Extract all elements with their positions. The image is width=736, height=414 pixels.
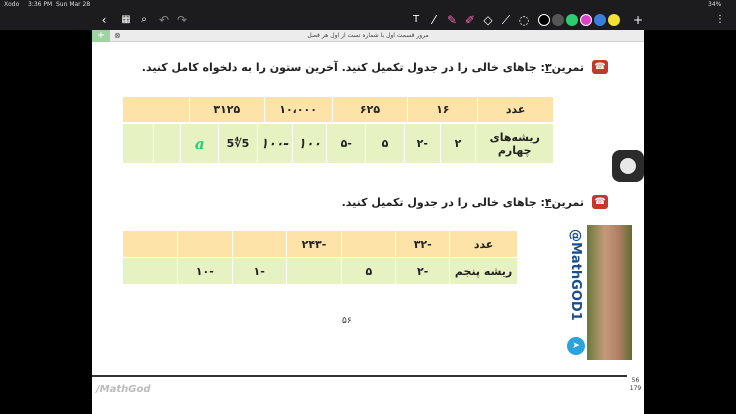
undo-icon[interactable]: ↶ xyxy=(158,13,170,27)
right-margin xyxy=(644,42,736,414)
plus-icon[interactable]: + xyxy=(632,13,644,27)
ruler-icon[interactable]: ⟋ xyxy=(501,13,511,27)
page-indicator[interactable] xyxy=(627,375,644,397)
current-page: 56 xyxy=(631,377,640,384)
webcam-overlay xyxy=(565,225,632,360)
phone-icon: ☎ xyxy=(592,195,608,209)
table-cell: ۱۰،۰۰۰ xyxy=(264,97,332,123)
battery-level: 34% xyxy=(708,1,722,8)
table-cell: ۳۱۲۵ xyxy=(189,97,264,123)
color-yellow-swatch[interactable] xyxy=(608,14,620,26)
table-cell xyxy=(286,258,342,285)
exercise3-title xyxy=(142,61,584,74)
search-icon[interactable]: ⌕ xyxy=(141,14,147,25)
table-cell xyxy=(342,231,396,258)
table-cell: -۱ xyxy=(232,258,286,285)
handwritten-cell: a xyxy=(181,124,219,164)
status-time: 3:36 PM xyxy=(28,1,53,8)
table-cell xyxy=(123,124,154,164)
table-cell xyxy=(123,231,178,258)
table-cell: ریشه پنجم xyxy=(450,258,518,285)
color-blue-swatch[interactable] xyxy=(594,14,606,26)
exercise4-table xyxy=(122,230,518,285)
exercise4-title xyxy=(342,196,584,209)
table-cell: ۲ xyxy=(440,124,476,164)
handwritten-cell: 5∜5 xyxy=(219,124,258,164)
pen-icon[interactable]: ✐ xyxy=(464,13,476,27)
table-cell xyxy=(177,231,232,258)
assistive-touch-button[interactable] xyxy=(612,150,644,182)
color-green-swatch[interactable] xyxy=(566,14,578,26)
total-pages: 179 xyxy=(629,385,642,392)
page-number: ۵۶ xyxy=(342,316,352,326)
table-cell xyxy=(232,231,286,258)
close-tab-icon[interactable]: ⊗ xyxy=(114,31,121,40)
exercise4-instruction: : جاهای خالی را در جدول تکمیل کنید. xyxy=(341,196,545,209)
redo-icon[interactable]: ↷ xyxy=(176,13,188,27)
exercise4-number: ۴ xyxy=(544,196,552,209)
exercise3-table xyxy=(122,96,554,123)
table-cell: ۵ xyxy=(342,258,396,285)
status-bar xyxy=(0,0,736,10)
table-cell xyxy=(123,97,190,123)
exercise4-prefix: تمرین xyxy=(551,196,584,209)
table-cell: -۳۲ xyxy=(396,231,450,258)
more-icon[interactable]: ⋮ xyxy=(715,14,725,25)
top-bar xyxy=(0,0,736,30)
phone-icon: ☎ xyxy=(592,60,608,74)
add-tab-button[interactable]: + xyxy=(92,30,110,42)
table-cell: -۲ xyxy=(396,258,450,285)
back-app-label[interactable]: Xodo xyxy=(4,1,20,8)
toolbar xyxy=(0,10,736,30)
assistive-touch-icon xyxy=(620,158,636,174)
presenter-video xyxy=(587,225,632,360)
color-gray-swatch[interactable] xyxy=(552,14,564,26)
eraser-icon[interactable]: ◇ xyxy=(483,13,493,27)
color-black-swatch[interactable] xyxy=(538,14,550,26)
exercise3-number: ۳ xyxy=(544,61,552,74)
exercise3-instruction: : جاهای خالی را در جدول تکمیل کنید. آخرین ستون را به دلخواه کامل کنید. xyxy=(141,61,545,74)
table-cell: عدد xyxy=(450,231,518,258)
table-cell: عدد xyxy=(478,97,554,123)
line-icon[interactable]: ⁄ xyxy=(432,13,435,27)
exercise3-prefix: تمرین xyxy=(551,61,584,74)
table-cell: -۱۰ xyxy=(177,258,232,285)
lasso-icon[interactable]: ◌ xyxy=(518,13,530,27)
table-cell xyxy=(123,258,178,285)
handwritten-cell: ۱۰۰ xyxy=(292,124,327,164)
tab-title[interactable]: مرور قسمت اول با شماره تست از اول هر فصل xyxy=(307,32,429,39)
table-cell: ۶۲۵ xyxy=(332,97,408,123)
table-cell: ۱۶ xyxy=(408,97,478,123)
channel-handle-text: @MathGOD1 xyxy=(568,229,583,321)
page-separator xyxy=(92,375,644,377)
table-cell: ریشه‌های چهارم xyxy=(476,124,554,164)
table-cell: -۲ xyxy=(404,124,440,164)
table-cell xyxy=(153,124,181,164)
grid-icon[interactable]: ▦ xyxy=(121,14,131,25)
watermark: /MathGod xyxy=(96,384,151,395)
table-cell: ۵ xyxy=(366,124,405,164)
tab-strip xyxy=(92,30,644,42)
color-magenta-swatch[interactable] xyxy=(580,14,592,26)
highlighter-icon[interactable]: ✎ xyxy=(446,13,458,27)
chevron-left-icon[interactable]: ‹ xyxy=(101,13,107,27)
table-cell: -۵ xyxy=(327,124,366,164)
handwritten-cell: -۱۰۰ xyxy=(257,124,292,164)
document-page[interactable] xyxy=(92,42,644,414)
table-cell: -۲۴۳ xyxy=(286,231,342,258)
telegram-icon: ➤ xyxy=(567,337,585,355)
status-date: Sun Mar 28 xyxy=(56,1,91,8)
exercise3-table-row2 xyxy=(122,123,554,164)
text-icon[interactable]: T xyxy=(412,14,420,25)
